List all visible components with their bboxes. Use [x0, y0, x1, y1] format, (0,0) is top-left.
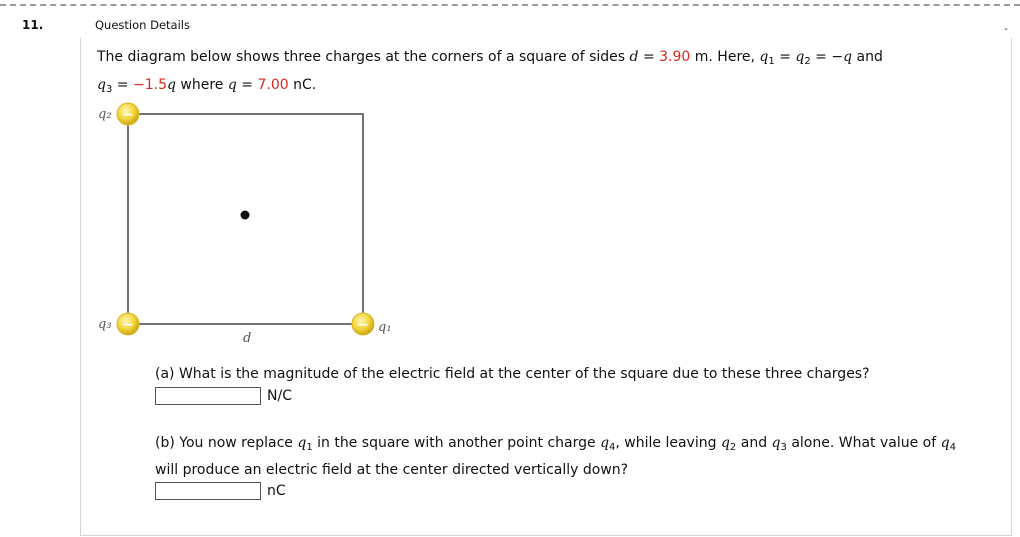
equals-text: = [112, 77, 133, 93]
part-b-text: , while leaving [615, 435, 721, 451]
equals-text: = − [810, 49, 844, 65]
part-b-text: in the square with another point charge [312, 435, 601, 451]
charge-q3 [117, 313, 139, 335]
part-a-unit: N/C [267, 388, 292, 404]
label-d: d [243, 331, 252, 346]
part-b-answer-row [155, 482, 286, 500]
q-variable: q [297, 435, 307, 451]
part-b-text: (b) You now replace [155, 435, 298, 451]
part-b-unit: nC [267, 483, 286, 499]
subscript: 4 [949, 442, 956, 453]
q-variable: q [166, 77, 176, 93]
part-b-answer-input[interactable] [155, 482, 261, 500]
charge-square-diagram [80, 96, 410, 356]
q-variable: q [771, 435, 781, 451]
question-details-link[interactable]: Question Details [95, 18, 190, 32]
problem-text: and [852, 49, 883, 65]
subscript: 2 [804, 56, 811, 67]
label-q3: q₃ [98, 317, 112, 332]
part-a-question: (a) What is the magnitude of the electric field at the center of the square due to these three charges? [155, 366, 870, 382]
problem-text: nC. [288, 77, 317, 93]
q-variable: q [843, 49, 853, 65]
charge-q2 [117, 103, 139, 125]
label-q1: q₁ [378, 320, 392, 335]
equals-text: = [774, 49, 796, 65]
center-point [241, 211, 250, 220]
charge-value: 7.00 [257, 77, 289, 93]
subscript: 3 [780, 442, 787, 453]
d-variable: d [629, 49, 639, 65]
equals-text: = [638, 49, 660, 65]
side-length-value: 3.90 [659, 49, 691, 65]
problem-line-1 [97, 48, 883, 71]
q-variable: q [600, 435, 610, 451]
label-q2: q₂ [98, 107, 112, 122]
problem-text: The diagram below shows three charges at the corners of a square of sides [97, 49, 630, 65]
problem-text: where [175, 77, 228, 93]
q-variable: q [227, 77, 237, 93]
minus-sign: − [122, 107, 134, 123]
top-dashed-rule [0, 4, 1020, 6]
question-number: 11. [22, 18, 44, 32]
subscript: 2 [729, 442, 737, 453]
subscript: 1 [768, 56, 775, 67]
part-b-question-line-2: will produce an electric field at the center directed vertically down? [155, 462, 629, 478]
part-b-text: alone. What value of [786, 435, 941, 451]
part-a-answer-input[interactable] [155, 387, 261, 405]
part-a-answer-row [155, 387, 292, 405]
charge-q1 [352, 313, 374, 335]
subscript: 1 [306, 442, 313, 453]
collapse-mark[interactable]: - [1004, 22, 1008, 35]
subscript: 4 [609, 442, 616, 453]
q-variable: q [97, 77, 106, 93]
q-variable: q [720, 435, 730, 451]
minus-sign: − [122, 317, 134, 333]
q-variable: q [795, 49, 805, 65]
q3-coefficient-value: −1.5 [132, 77, 167, 93]
part-b-text: and [736, 435, 772, 451]
problem-text: m. Here, [690, 49, 760, 65]
equals-text: = [236, 77, 258, 93]
part-b-question-line-1 [155, 434, 956, 457]
minus-sign: − [357, 317, 369, 333]
subscript: 3 [105, 84, 113, 95]
q-variable: q [759, 49, 769, 65]
q-variable: q [940, 435, 950, 451]
